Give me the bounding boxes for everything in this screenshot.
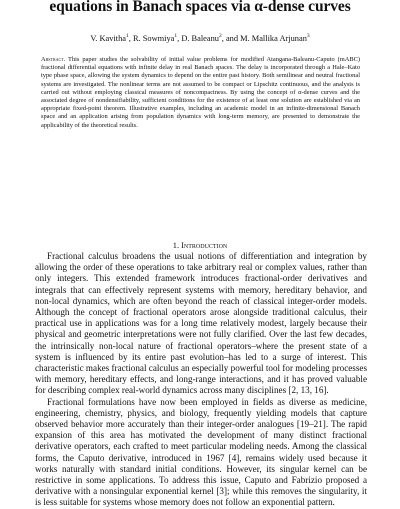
author-name: D. Baleanu bbox=[181, 33, 219, 43]
author-name: R. Sowmiya bbox=[132, 33, 175, 43]
paper-title: equations in Banach spaces via α-dense curves bbox=[49, 0, 351, 15]
author-affiliation: 1 bbox=[174, 33, 178, 39]
author-separator: , bbox=[128, 33, 133, 43]
author-list bbox=[0, 31, 400, 44]
paragraph: Fractional formulations have now been employed in fields as diverse as medicine, engineering, chemistry, physics, and biology, frequently yielding models that capture observed behavior more accurately than their integer-order analogues [19–21]. The rapid expansion of this area has motivated the development of many distinct fractional derivative operators, each crafted to meet particular modeling needs. Among the classical forms, the Caputo derivative, introduced in 1967 [4], remains widely used because it works naturally with standard initial conditions. However, its singular kernel can be restrictive in some applications. To address this issue, Caputo and Fabrizio proposed a derivative with a nonsingular exponential kernel [3]; while this removes the singularity, it is less suitable for systems whose memory does not follow an exponential pattern. bbox=[35, 396, 367, 508]
author-separator: , and bbox=[221, 33, 241, 43]
author-separator: , bbox=[177, 33, 182, 43]
section-title: Introduction bbox=[181, 241, 228, 250]
abstract bbox=[41, 56, 360, 130]
body-text bbox=[35, 251, 367, 509]
author-affiliation: 1 bbox=[126, 33, 129, 39]
paragraph: Fractional calculus broadens the usual notions of differentiation and integration by allowing the order of these operations to take arbitrary real or complex values, rather than only integers. This extended framework introduces fractional-order derivatives and integrals that can effectively represent systems with memory, hereditary behavior, and non-local dynamics, which are often beyond the reach of classical integer-order models. Although the concept of fractional operators arose alongside traditional calculus, their practical use in applications was for a long time relatively modest, largely because their physical and geometric interpretations were not fully clarified. Over the last few decades, the intrinsically non-local nature of fractional operators–where the present state of a system is influenced by its entire past evolution–has led to a surge of interest. This characteristic makes fractional calculus an especially powerful tool for modeling processes with memory, hereditary effects, and long-range interactions, and it has proved valuable for describing complex real-world dynamics across many disciplines [2, 13, 16]. bbox=[35, 251, 367, 396]
author-name: V. Kavitha bbox=[90, 33, 127, 43]
section-heading bbox=[0, 240, 400, 251]
abstract-label: Abstract. bbox=[41, 56, 66, 63]
abstract-text: This paper studies the solvability of initial value problems for modified Atangana-Baleanu-Caputo (mABC) fractional differential equations with infinite delay in real Banach spaces. The delay is incorporated through a Hale–Kato type phase space, allowing the system dynamics to depend on the entire past history. Both semilinear and neutral fractional systems are investigated. The nonlinear terms are not assumed to be compact or Lipschitz continuous, and the analysis is carried out without employing classical measures of noncompactness. By using the concept of α-dense curves and the associated degree of nondensifiability, sufficient conditions for the existence of at least one solution are established via an appropriate fixed-point theorem. Illustrative examples, including an academic model in an infinite-dimensional Banach space and an application arising from population dynamics with long-term memory, are presented to demonstrate the applicability of the theoretical results. bbox=[41, 56, 360, 129]
section-number: 1. bbox=[172, 241, 180, 250]
author-affiliation: 3 bbox=[306, 33, 310, 39]
author-name: M. Mallika Arjunan bbox=[240, 33, 307, 43]
author-affiliation: 2 bbox=[219, 33, 222, 39]
